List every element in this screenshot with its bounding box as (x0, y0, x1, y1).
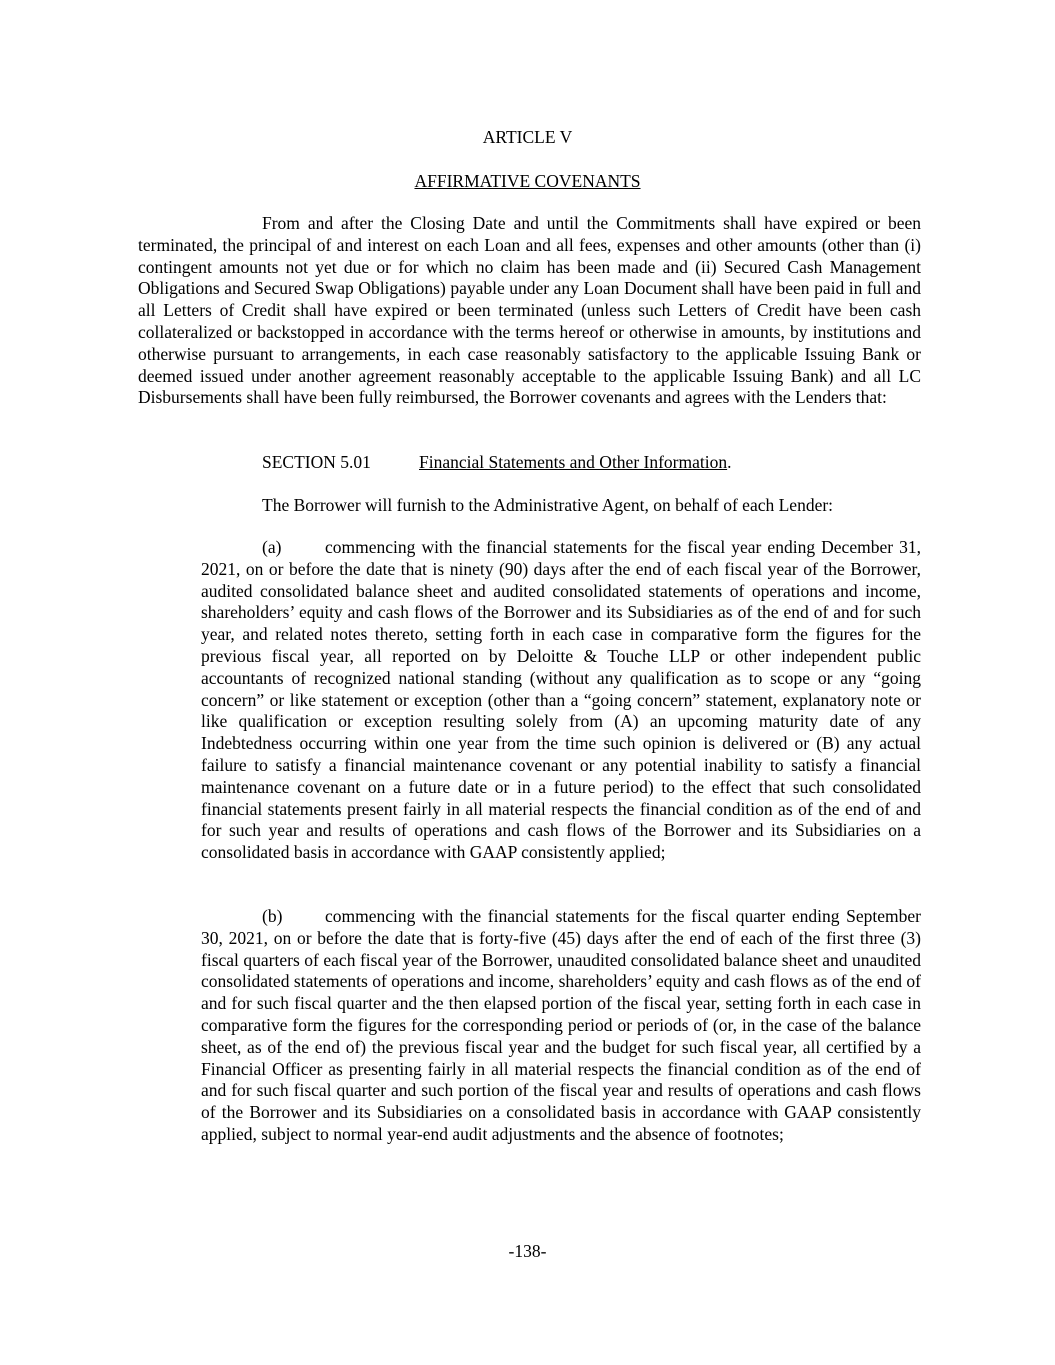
section-heading (262, 452, 732, 474)
section-title-suffix: . (727, 452, 732, 472)
clause-marker: (b) (262, 906, 283, 926)
clause-text: commencing with the financial statements for the fiscal quarter ending September 30, 2021, on or before the date that is forty-five (45) days after the end of each of the first three (3) fiscal quarters of each fiscal year of the Borrower, unaudited consolidated balance sheet and unaudited consolidated statements of operations and income, shareholders’ equity and cash flows as of the end of and for such fiscal quarter and the then elapsed portion of the fiscal year, setting forth in each case in comparative form the figures for the corresponding period or periods of (or, in the case of the balance sheet, as of the end of) the previous fiscal year and the budget for such fiscal year, all certified by a Financial Officer as presenting fairly in all material respects the financial condition as of the end of and for such fiscal quarter and such portion of the fiscal year and results of operations and cash flows of the Borrower and its Subsidiaries on a consolidated basis in accordance with GAAP consistently applied, subject to normal year-end audit adjustments and the absence of footnotes; (201, 906, 921, 1144)
article-number: ARTICLE V (482, 127, 573, 147)
section-title: Financial Statements and Other Information (419, 452, 728, 472)
clause-text: commencing with the financial statements for the fiscal year ending December 31, 2021, on or before the date that is ninety (90) days after the end of each fiscal year of the Borrower, audited consolidated balance sheet and audited consolidated statements of operations and income, shareholders’ equity and cash flows of the Borrower and its Subsidiaries as of the end of and for such year, and related notes thereto, setting forth in each case in comparative form the figures for the previous fiscal year, all reported on by Deloitte & Touche LLP or other independent public accountants of recognized national standing (without any qualification as to scope or any “going concern” or like statement or exception (other than a “going concern” statement, explanatory note or like qualification or exception resulting solely from (A) an upcoming maturity date of any Indebtedness occurring within one year from the time such opinion is delivered or (B) any actual failure to satisfy a financial maintenance covenant or any potential inability to satisfy a financial maintenance covenant on a future date or in a future period) to the effect that such consolidated financial statements present fairly in all material respects the financial condition as of the end of and for such year and results of operations and cash flows of the Borrower and its Subsidiaries on a consolidated basis in accordance with GAAP consistently applied; (201, 537, 921, 863)
page-number: -138- (508, 1241, 547, 1261)
intro-paragraph: From and after the Closing Date and until the Commitments shall have expired or been terminated, the principal of and interest on each Loan and all fees, expenses and other amounts (other than (i) contingent amounts not yet due or for which no claim has been made and (ii) Secured Cash Management Obligations and Secured Swap Obligations) payable under any Loan Document shall have been paid in full and all Letters of Credit shall have expired or been terminated (unless such Letters of Credit have been cash collateralized or backstopped in accordance with the terms hereof or otherwise in amounts, by institutions and otherwise pursuant to arrangements, in each case reasonably satisfactory to the applicable Issuing Bank or deemed issued under another agreement reasonably acceptable to the applicable Issuing Bank) and all LC Disbursements shall have been fully reimbursed, the Borrower covenants and agrees with the Lenders that: (138, 213, 921, 408)
clause-marker: (a) (262, 537, 282, 557)
clause-a (201, 537, 921, 864)
article-title: AFFIRMATIVE COVENANTS (414, 171, 641, 191)
clause-b (201, 906, 921, 1146)
section-number: SECTION 5.01 (262, 452, 371, 472)
section-lead: The Borrower will furnish to the Administrative Agent, on behalf of each Lender: (262, 495, 834, 515)
